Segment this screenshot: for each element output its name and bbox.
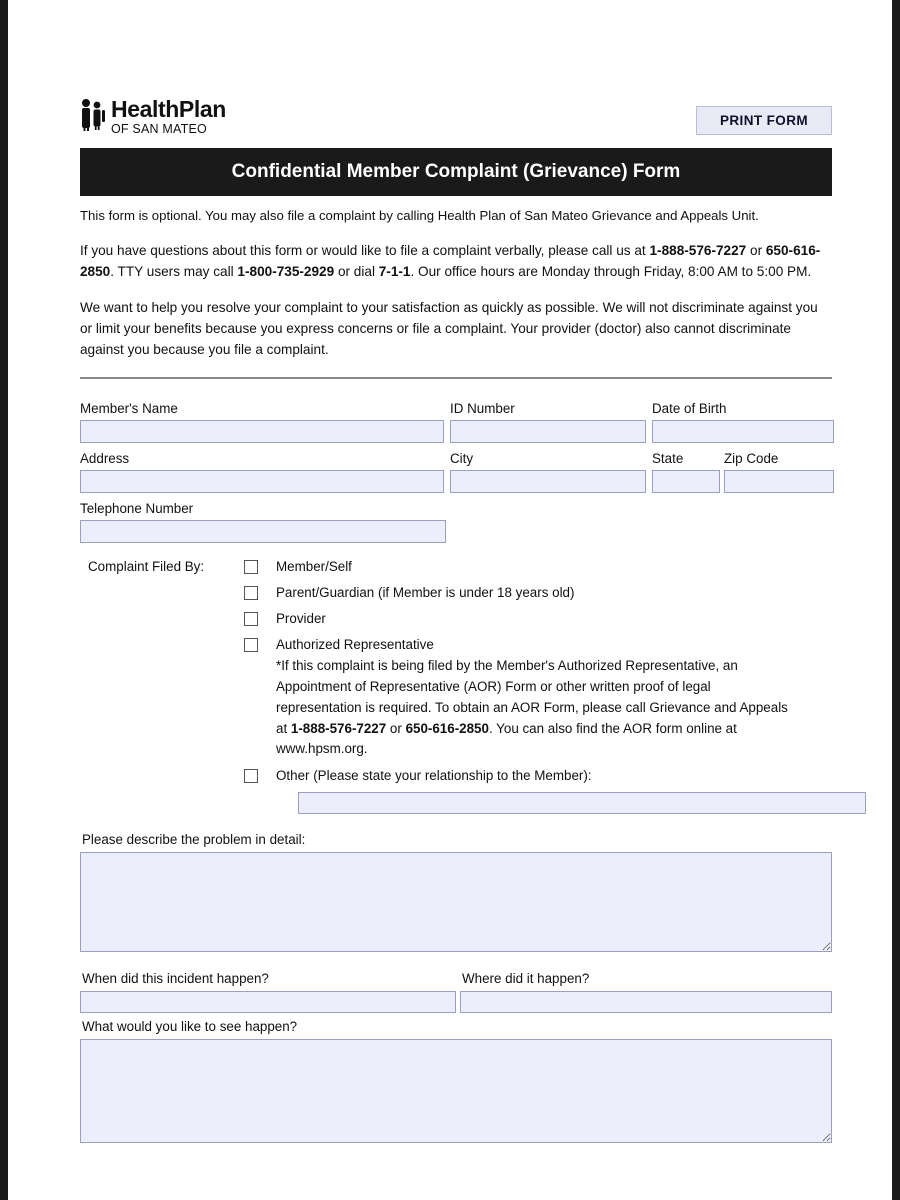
aor-phone-2: 650-616-2850 bbox=[405, 720, 489, 736]
aor-note-part-2: or bbox=[386, 720, 406, 736]
zip-code-label: Zip Code bbox=[724, 451, 779, 467]
when-happened-input[interactable] bbox=[80, 991, 456, 1013]
phone-number-1: 1-888-576-7227 bbox=[649, 243, 747, 259]
print-form-button[interactable]: PRINT FORM bbox=[696, 106, 832, 135]
name-id-dob-row bbox=[80, 401, 832, 451]
what-to-happen-label: What would you like to see happen? bbox=[82, 1019, 298, 1035]
city-input[interactable] bbox=[450, 470, 646, 493]
hpsm-logo bbox=[80, 98, 226, 136]
filed-by-option-member-self[interactable] bbox=[244, 557, 832, 583]
option-label: Provider bbox=[276, 611, 326, 627]
filed-by-option-authorized-representative[interactable] bbox=[244, 635, 832, 760]
id-number-label: ID Number bbox=[450, 401, 515, 417]
zip-code-input[interactable] bbox=[724, 470, 834, 493]
page-title: Confidential Member Complaint (Grievance) Form bbox=[80, 148, 832, 196]
aor-phone-1: 1-888-576-7227 bbox=[290, 720, 387, 736]
intro-text: This form is optional. You may also file a complaint by calling Health Plan of San Mateo Grievance and Appeals Unit. bbox=[80, 208, 759, 223]
section-divider bbox=[80, 377, 832, 379]
telephone-input[interactable] bbox=[80, 520, 446, 543]
option-label: Parent/Guardian (if Member is under 18 years old) bbox=[276, 585, 575, 601]
filed-by-option-provider[interactable] bbox=[244, 609, 832, 635]
people-logo-icon bbox=[80, 98, 106, 132]
contact-part-2: or bbox=[746, 243, 766, 259]
logo-line-2: OF SAN MATEO bbox=[111, 122, 207, 136]
filed-by-option-parent-guardian[interactable] bbox=[244, 583, 832, 609]
telephone-row bbox=[80, 501, 832, 551]
contact-paragraph bbox=[80, 240, 832, 282]
telephone-label: Telephone Number bbox=[80, 501, 194, 517]
what-to-happen-textarea[interactable] bbox=[80, 1039, 832, 1143]
state-input[interactable] bbox=[652, 470, 720, 493]
address-label: Address bbox=[80, 451, 130, 467]
contact-part-1: If you have questions about this form or would like to file a complaint verbally, please call us at bbox=[80, 243, 650, 259]
where-happened-input[interactable] bbox=[460, 991, 832, 1013]
other-relationship-input[interactable] bbox=[298, 792, 866, 814]
form-header bbox=[80, 96, 832, 142]
filed-by-options bbox=[244, 557, 832, 814]
complaint-filed-by-section bbox=[80, 557, 832, 814]
phone-number-2: 650-616-2850 bbox=[80, 243, 821, 280]
where-happened-label: Where did it happen? bbox=[462, 971, 590, 987]
member-info-fields bbox=[80, 401, 832, 551]
date-of-birth-input[interactable] bbox=[652, 420, 834, 443]
logo-line-1: HealthPlan bbox=[111, 96, 226, 122]
address-input[interactable] bbox=[80, 470, 444, 493]
city-label: City bbox=[450, 451, 474, 467]
option-label: Authorized Representative bbox=[276, 637, 434, 653]
describe-problem-textarea[interactable] bbox=[80, 852, 832, 952]
filed-by-option-other[interactable] bbox=[244, 766, 832, 814]
describe-problem-label: Please describe the problem in detail: bbox=[82, 832, 306, 848]
aor-note bbox=[276, 656, 798, 760]
member-name-label: Member's Name bbox=[80, 401, 178, 417]
nondiscrimination-paragraph: We want to help you resolve your complaint to your satisfaction as quickly as possible. We will not discriminate against you or limit your benefits because you express concerns or file a complaint. Your provider (doctor) also cannot discriminate against you because you file a complaint. bbox=[80, 300, 818, 358]
checkbox-icon[interactable] bbox=[244, 560, 258, 574]
checkbox-icon[interactable] bbox=[244, 586, 258, 600]
complaint-filed-by-label: Complaint Filed By: bbox=[88, 559, 205, 575]
form-content bbox=[80, 96, 832, 1148]
aor-note-part-3: . You can also find the AOR form online at www.hpsm.org. bbox=[276, 720, 737, 757]
contact-part-4: or dial bbox=[334, 264, 379, 280]
logo-wordmark bbox=[111, 98, 226, 136]
phone-number-3: 1-800-735-2929 bbox=[237, 264, 335, 280]
id-number-input[interactable] bbox=[450, 420, 646, 443]
checkbox-icon[interactable] bbox=[244, 638, 258, 652]
option-label: Member/Self bbox=[276, 559, 352, 575]
phone-number-4: 7-1-1 bbox=[378, 264, 411, 280]
checkbox-icon[interactable] bbox=[244, 612, 258, 626]
address-city-state-zip-row bbox=[80, 451, 832, 501]
when-happened-label: When did this incident happen? bbox=[82, 971, 269, 987]
option-label: Other (Please state your relationship to the Member): bbox=[276, 768, 592, 784]
date-of-birth-label: Date of Birth bbox=[652, 401, 727, 417]
member-name-input[interactable] bbox=[80, 420, 444, 443]
aor-note-part-1: *If this complaint is being filed by the Member's Authorized Representative, an Appointment of Representative (AOR) Form or other written proof of legal representation is required. To obtain an AOR Form, please call Grievance and Appeals at bbox=[276, 658, 788, 736]
when-where-row bbox=[80, 971, 832, 1017]
state-label: State bbox=[652, 451, 684, 467]
contact-part-3: . TTY users may call bbox=[110, 264, 238, 280]
checkbox-icon[interactable] bbox=[244, 769, 258, 783]
contact-part-5: . Our office hours are Monday through Friday, 8:00 AM to 5:00 PM. bbox=[410, 264, 812, 280]
